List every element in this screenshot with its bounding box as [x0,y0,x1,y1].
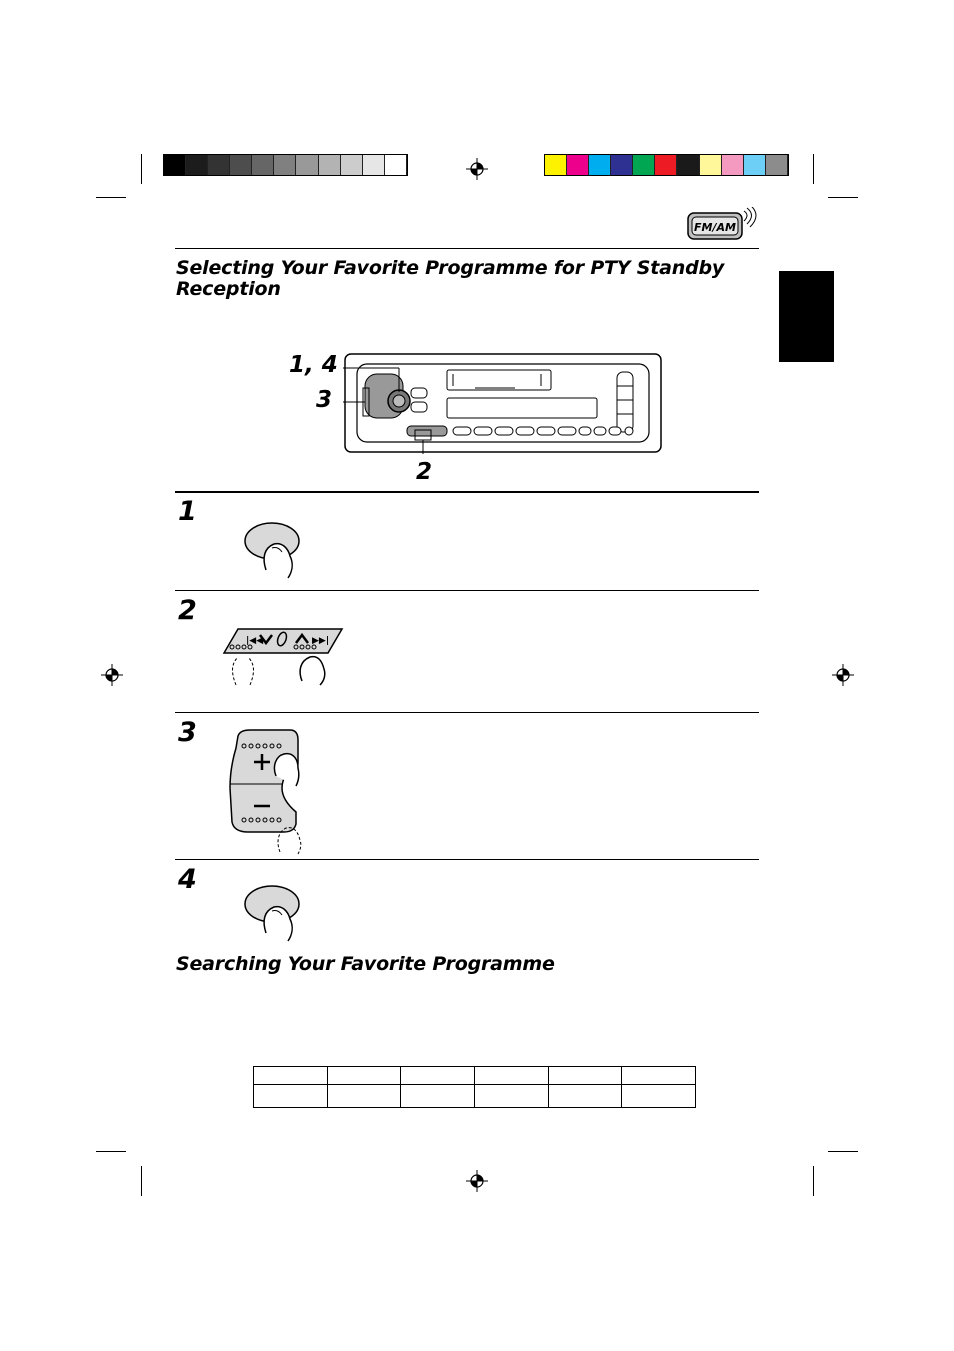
color-swatch [567,155,589,175]
color-swatch [633,155,655,175]
callout-1-4: 1, 4 [289,352,338,378]
table-cell [254,1085,328,1108]
step-rule [175,712,759,713]
step-number-1: 1 [178,496,197,527]
table-cell [401,1085,475,1108]
color-swatch [341,155,363,175]
pty-table [253,1066,696,1108]
color-swatch [252,155,274,175]
color-swatch [274,155,296,175]
step-rule [175,491,759,493]
registration-mark-icon [466,1170,488,1192]
color-swatch [744,155,766,175]
table-cell [474,1067,548,1085]
fm-am-label: FM/AM [694,221,736,234]
color-swatch [296,155,318,175]
crop-mark [813,154,814,184]
table-cell [254,1067,328,1085]
color-swatch [230,155,252,175]
car-stereo-faceplate-diagram [343,352,663,454]
crop-mark [141,1166,142,1196]
fm-am-band-icon [686,207,758,245]
step-number-4: 4 [178,864,197,895]
crop-mark [141,154,142,184]
color-swatch [589,155,611,175]
color-swatch [766,155,788,175]
press-button-illustration [244,881,308,943]
color-swatch [186,155,208,175]
registration-mark-icon [466,158,488,180]
language-tab [779,271,834,362]
color-swatch [208,155,230,175]
section-title-line1: Selecting Your Favorite Programme for PTY Standby [176,257,725,279]
table-cell [401,1067,475,1085]
grayscale-bar [163,154,408,176]
step-number-3: 3 [178,717,197,748]
table-cell [622,1085,696,1108]
table-cell [548,1067,622,1085]
crop-mark [828,1151,858,1152]
color-swatch [363,155,385,175]
table-cell [474,1085,548,1108]
table-row [254,1085,696,1108]
color-swatch [545,155,567,175]
callout-2: 2 [416,459,433,485]
press-button-illustration [244,518,308,580]
svg-text:▶▶|: ▶▶| [312,636,330,646]
color-bar [544,154,789,176]
step-rule [175,859,759,860]
table-cell [327,1085,401,1108]
color-swatch [655,155,677,175]
plus-minus-rocker-illustration [226,728,306,856]
color-swatch [700,155,722,175]
step-rule [175,590,759,591]
callout-3: 3 [316,387,333,413]
tuning-buttons-illustration [216,625,346,687]
crop-mark [828,197,858,198]
registration-mark-icon [101,664,123,686]
svg-text:|◀◀: |◀◀ [246,636,264,646]
color-swatch [722,155,744,175]
color-swatch [385,155,407,175]
section-title [176,258,736,300]
step-number-2: 2 [178,595,197,626]
table-cell [327,1067,401,1085]
table-cell [622,1067,696,1085]
header-rule [175,248,759,249]
color-swatch [611,155,633,175]
crop-mark [813,1166,814,1196]
registration-mark-icon [832,664,854,686]
table-cell [548,1085,622,1108]
table-row [254,1067,696,1085]
section-title-searching: Searching Your Favorite Programme [176,953,555,975]
section-title-line2: Reception [176,278,281,300]
color-swatch [319,155,341,175]
color-swatch [677,155,699,175]
crop-mark [96,1151,126,1152]
color-swatch [164,155,186,175]
crop-mark [96,197,126,198]
